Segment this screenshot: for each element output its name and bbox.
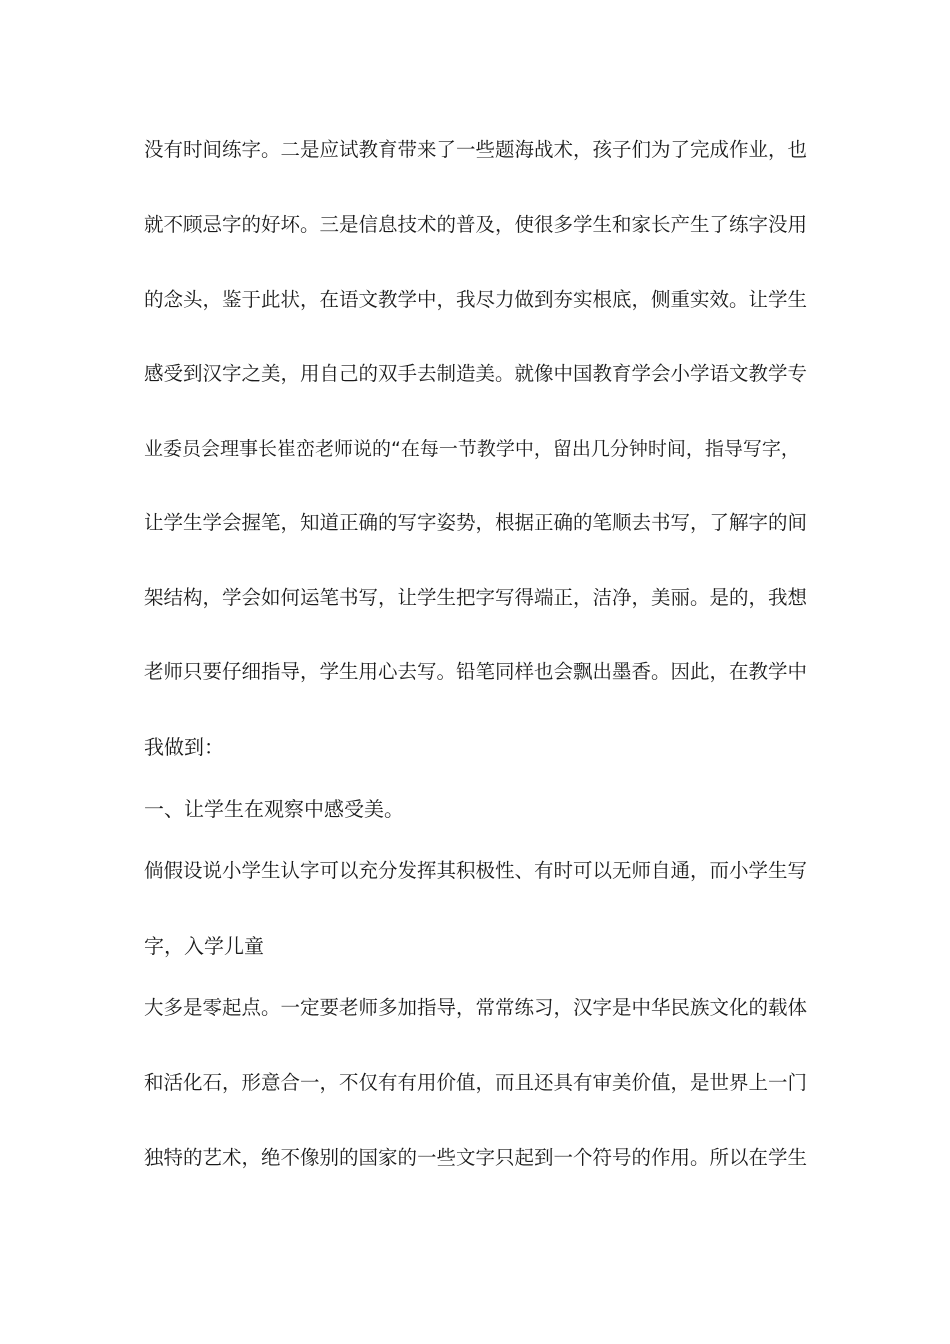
text-line-6: 让学生学会握笔，知道正确的写字姿势，根据正确的笔顺去书写，了解字的间 bbox=[144, 511, 808, 534]
text-line-13: 和活化石，形意合一，不仅有有用价值，而且还具有审美价值，是世界上一门 bbox=[144, 1071, 808, 1094]
text-line-11: 字，入学儿童 bbox=[144, 934, 264, 958]
text-line-8: 老师只要仔细指导，学生用心去写。铅笔同样也会飘出墨香。因此，在教学中 bbox=[144, 660, 808, 683]
text-line-7: 架结构，学会如何运笔书写，让学生把字写得端正，洁净，美丽。是的，我想 bbox=[144, 586, 808, 609]
text-line-12: 大多是零起点。一定要老师多加指导，常常练习，汉字是中华民族文化的载体 bbox=[144, 996, 808, 1019]
text-line-14: 独特的艺术，绝不像别的国家的一些文字只起到一个符号的作用。所以在学生 bbox=[144, 1146, 808, 1169]
text-line-1: 没有时间练字。二是应试教育带来了一些题海战术，孩子们为了完成作业，也 bbox=[144, 138, 808, 161]
text-line-10: 倘假设说小学生认字可以充分发挥其积极性、有时可以无师自通，而小学生写 bbox=[144, 859, 808, 882]
section-heading: 一、让学生在观察中感受美。 bbox=[144, 797, 404, 821]
text-line-9: 我做到： bbox=[144, 735, 224, 759]
text-line-5: 业委员会理事长崔峦老师说的“在每一节教学中，留出几分钟时间，指导写字， bbox=[144, 438, 800, 460]
text-line-4: 感受到汉字之美，用自己的双手去制造美。就像中国教育学会小学语文教学专 bbox=[144, 362, 808, 385]
text-line-3: 的念头，鉴于此状，在语文教学中，我尽力做到夯实根底，侧重实效。让学生 bbox=[144, 288, 808, 311]
text-line-2: 就不顾忌字的好坏。三是信息技术的普及，使很多学生和家长产生了练字没用 bbox=[144, 213, 808, 236]
